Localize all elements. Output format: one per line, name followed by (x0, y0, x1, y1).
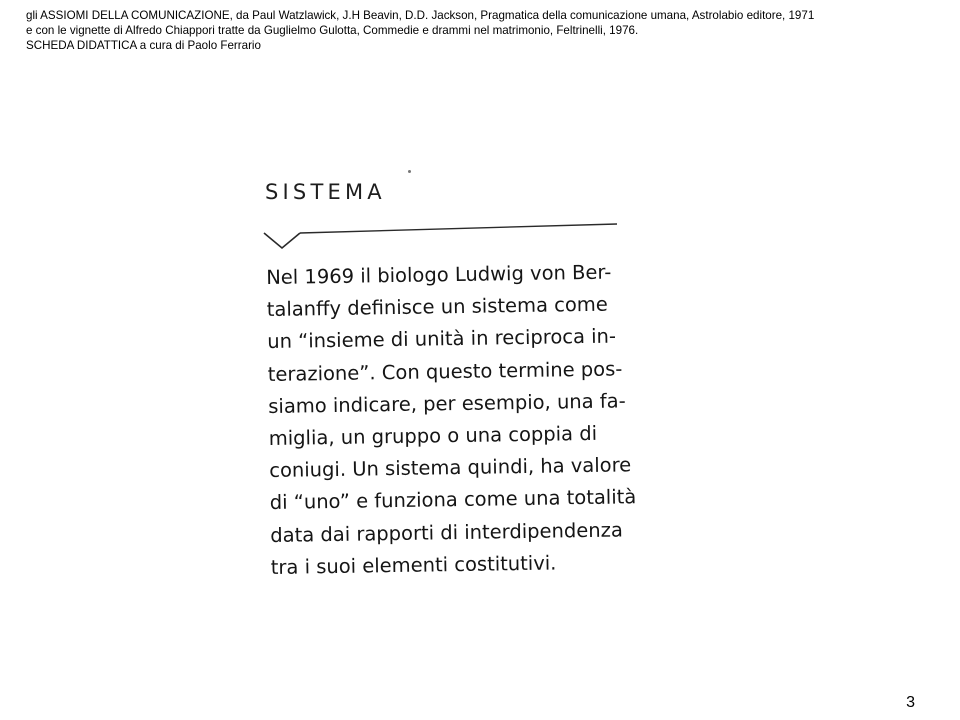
text-line: terazione”. Con questo termine pos- (267, 357, 623, 386)
page-number: 3 (906, 694, 915, 711)
scanned-excerpt (250, 160, 650, 600)
body-paragraph (266, 256, 636, 584)
section-title: SISTEMA (265, 180, 386, 204)
header-citation (26, 8, 936, 53)
text-line: talanffy definisce un sistema come (266, 292, 608, 322)
scan-speck (408, 170, 411, 173)
title-divider (260, 217, 620, 252)
text-line: tra i suoi elementi costitutivi. (270, 551, 557, 579)
citation-line-2: e con le vignette di Alfredo Chiappori tratte da Guglielmo Gulotta, Commedie e drammi nel matrimonio, Feltrinelli, 1976. (26, 24, 639, 37)
text-line: data dai rapporti di interdipendenza (270, 518, 623, 547)
text-line: siamo indicare, per esempio, una fa- (268, 389, 626, 418)
text-line: Nel 1969 il biologo Ludwig von Ber- (266, 260, 612, 289)
text-line: un “insieme di unità in reciproca in- (267, 324, 617, 354)
citation-line-1: gli ASSIOMI DELLA COMUNICAZIONE, da Paul Watzlawick, J.H Beavin, D.D. Jackson, Pragmatica della comunicazione umana, Astrolabio editore, 1971 (26, 9, 815, 22)
text-line: di “uno” e funziona come una totalità (269, 485, 637, 515)
citation-line-3: SCHEDA DIDATTICA a cura di Paolo Ferrario (26, 39, 261, 52)
text-line: miglia, un gruppo o una coppia di (268, 421, 598, 450)
text-line: coniugi. Un sistema quindi, ha valore (269, 453, 632, 483)
